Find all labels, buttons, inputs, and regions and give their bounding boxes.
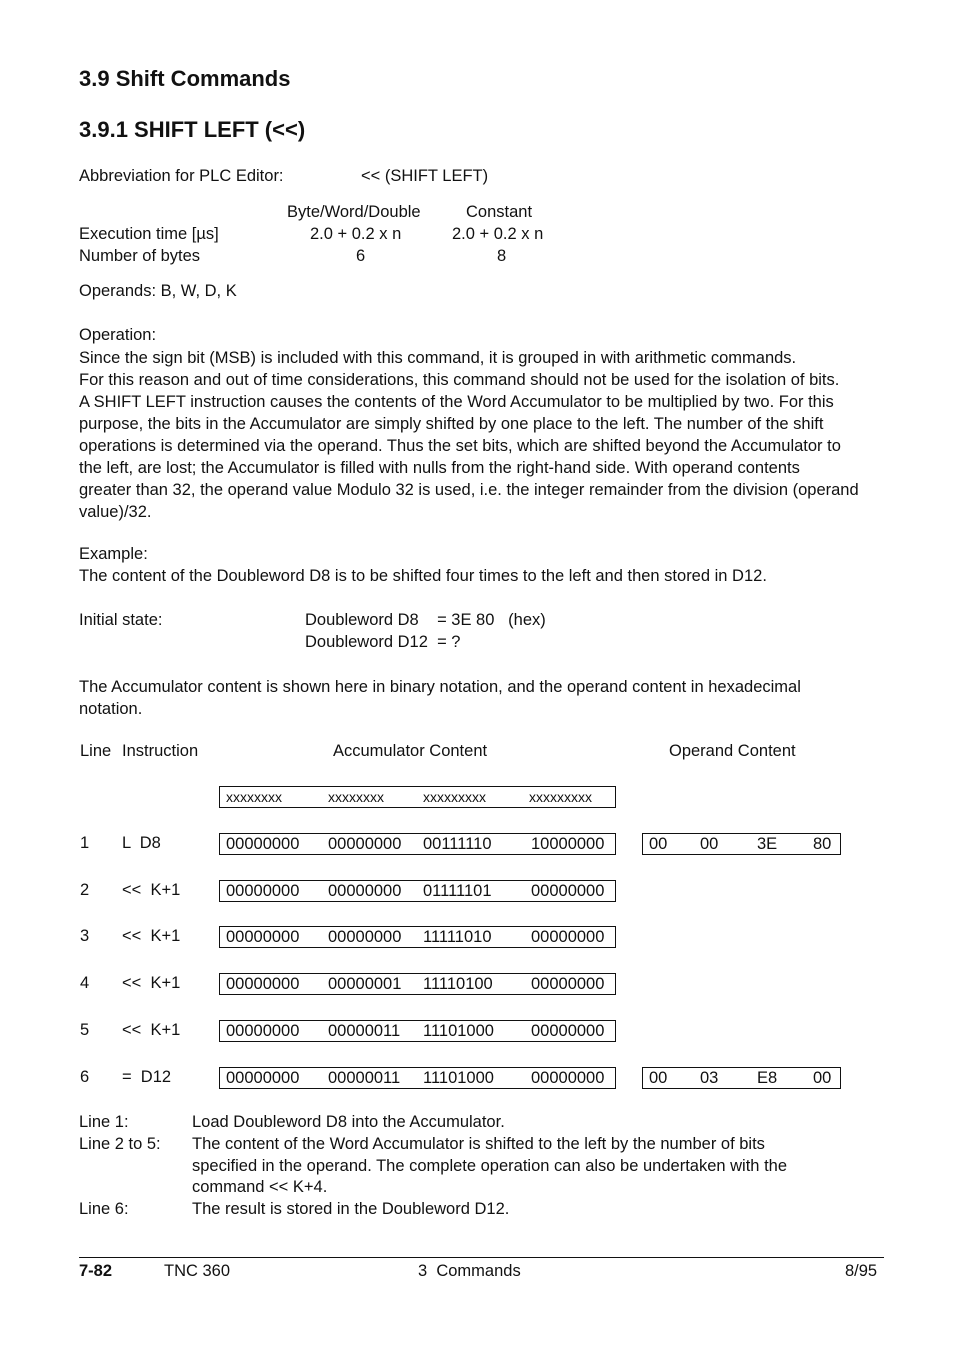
row-instruction: << K+1 <box>122 881 181 899</box>
timing-col2-header: Constant <box>466 203 533 221</box>
row-instruction: << K+1 <box>122 1021 181 1039</box>
acc-byte: 00000000 <box>328 882 402 900</box>
acc-byte: 00000000 <box>531 882 605 900</box>
acc-byte: 00000000 <box>328 928 402 946</box>
operation-line: greater than 32, the operand value Modulo 32 is used, i.e. the integer remainder from the division (operand <box>79 481 859 499</box>
timing-row1-v1: 2.0 + 0.2 x n <box>310 225 402 243</box>
acc-byte: 00000011 <box>328 1069 401 1087</box>
op-byte: 00 <box>813 1069 832 1087</box>
timing-row2-v2: 8 <box>497 247 507 265</box>
acc-byte: 00000000 <box>531 975 605 993</box>
acc-byte: 00000000 <box>226 928 300 946</box>
timing-col1-header: Byte/Word/Double <box>287 203 421 221</box>
operand-box <box>642 833 841 855</box>
accumulator-box <box>219 973 616 995</box>
acc-byte: 00000000 <box>531 1069 605 1087</box>
acc-byte: 11110100 <box>423 975 493 993</box>
operation-line: value)/32. <box>79 503 152 521</box>
note-label: Line 6: <box>79 1200 129 1218</box>
notation-line: The Accumulator content is shown here in binary notation, and the operand content in hexadecimal <box>79 678 801 696</box>
initial-state-d8: Doubleword D8 = 3E 80 (hex) <box>305 611 546 629</box>
operation-label: Operation: <box>79 326 157 344</box>
row-instruction: L D8 <box>122 834 161 852</box>
accumulator-box <box>219 833 616 855</box>
byte-placeholder: xxxxxxxx <box>328 789 384 805</box>
op-byte: 00 <box>649 835 668 853</box>
footer-rule <box>79 1257 884 1258</box>
acc-byte: 11101000 <box>423 1022 494 1040</box>
timing-row2-label: Number of bytes <box>79 247 201 265</box>
acc-byte: 00000000 <box>226 975 300 993</box>
byte-placeholder: xxxxxxxxx <box>529 789 592 805</box>
operation-line: For this reason and out of time considerations, this command should not be used for the isolation of bits. <box>79 371 840 389</box>
subsection-heading: 3.9.1 SHIFT LEFT (<<) <box>79 117 306 142</box>
note-label: Line 1: <box>79 1113 129 1131</box>
note-label: Line 2 to 5: <box>79 1135 161 1153</box>
abbrev-label: Abbreviation for PLC Editor: <box>79 167 284 185</box>
acc-byte: 00000001 <box>328 975 402 993</box>
timing-row1-label: Execution time [µs] <box>79 225 219 243</box>
col-header-operand: Operand Content <box>669 742 796 760</box>
row-instruction: << K+1 <box>122 974 181 992</box>
footer-chapter: 3 Commands <box>418 1262 521 1280</box>
operation-line: purpose, the bits in the Accumulator are simply shifted by one place to the left. The number of the shift <box>79 415 824 433</box>
acc-byte: 00000000 <box>226 835 300 853</box>
initial-state-d12: Doubleword D12 = ? <box>305 633 461 651</box>
acc-byte: 00000000 <box>328 835 402 853</box>
initial-state-label: Initial state: <box>79 611 163 629</box>
op-byte: 03 <box>700 1069 719 1087</box>
row-line-number: 6 <box>80 1068 90 1086</box>
operands-text: Operands: B, W, D, K <box>79 282 237 300</box>
accumulator-box <box>219 1067 616 1089</box>
operation-line: the left, are lost; the Accumulator is filled with nulls from the right-hand side. With operand contents <box>79 459 800 477</box>
page-number: 7-82 <box>79 1262 113 1280</box>
row-instruction: = D12 <box>122 1068 172 1086</box>
acc-byte: 00000000 <box>226 1022 300 1040</box>
acc-byte: 00000000 <box>531 1022 605 1040</box>
op-byte: 3E <box>757 835 778 853</box>
row-line-number: 4 <box>80 974 90 992</box>
acc-byte: 00111110 <box>423 835 492 853</box>
operation-line: Since the sign bit (MSB) is included with this command, it is grouped in with arithmetic commands. <box>79 349 797 367</box>
operand-box <box>642 1067 841 1089</box>
example-label: Example: <box>79 545 148 563</box>
acc-byte: 00000000 <box>226 882 300 900</box>
note-text: The content of the Word Accumulator is shifted to the left by the number of bits <box>192 1135 765 1153</box>
notation-paragraph <box>79 676 885 720</box>
col-header-accumulator: Accumulator Content <box>333 742 488 760</box>
note-text: specified in the operand. The complete operation can also be undertaken with the <box>192 1157 788 1175</box>
col-header-instruction: Instruction <box>122 742 199 760</box>
byte-placeholder: xxxxxxxxx <box>423 789 486 805</box>
col-header-line: Line <box>80 742 112 760</box>
accumulator-box <box>219 1020 616 1042</box>
row-line-number: 5 <box>80 1021 90 1039</box>
note-text: The result is stored in the Doubleword D12. <box>192 1200 510 1218</box>
notation-line: notation. <box>79 700 143 718</box>
timing-row1-v2: 2.0 + 0.2 x n <box>452 225 544 243</box>
footer-date: 8/95 <box>845 1262 878 1280</box>
row-line-number: 2 <box>80 881 90 899</box>
op-byte: 80 <box>813 835 832 853</box>
row-line-number: 1 <box>80 834 90 852</box>
byte-placeholder: xxxxxxxx <box>226 789 282 805</box>
timing-row2-v1: 6 <box>356 247 366 265</box>
op-byte: 00 <box>700 835 719 853</box>
acc-byte: 11101000 <box>423 1069 494 1087</box>
example-text: The content of the Doubleword D8 is to be shifted four times to the left and then stored in D12. <box>79 567 767 585</box>
footer-model: TNC 360 <box>164 1262 231 1280</box>
operation-line: operations is determined via the operand. Thus the set bits, which are shifted beyond the Accumulator to <box>79 437 841 455</box>
accumulator-box <box>219 926 616 948</box>
note-text: command << K+4. <box>192 1178 328 1196</box>
section-heading: 3.9 Shift Commands <box>79 66 291 91</box>
operation-paragraph <box>79 347 885 523</box>
operation-line: A SHIFT LEFT instruction causes the contents of the Word Accumulator to be multiplied by two. For this <box>79 393 834 411</box>
op-byte: 00 <box>649 1069 668 1087</box>
row-line-number: 3 <box>80 927 90 945</box>
accumulator-bit-header-box <box>219 786 616 808</box>
acc-byte: 01111101 <box>423 882 492 900</box>
acc-byte: 00000000 <box>226 1069 300 1087</box>
acc-byte: 00000000 <box>531 928 605 946</box>
accumulator-box <box>219 880 616 902</box>
row-instruction: << K+1 <box>122 927 181 945</box>
acc-byte: 00000011 <box>328 1022 401 1040</box>
note-text: Load Doubleword D8 into the Accumulator. <box>192 1113 505 1131</box>
acc-byte: 11111010 <box>423 928 492 946</box>
acc-byte: 10000000 <box>531 835 605 853</box>
abbrev-value: << (SHIFT LEFT) <box>361 167 489 185</box>
op-byte: E8 <box>757 1069 778 1087</box>
